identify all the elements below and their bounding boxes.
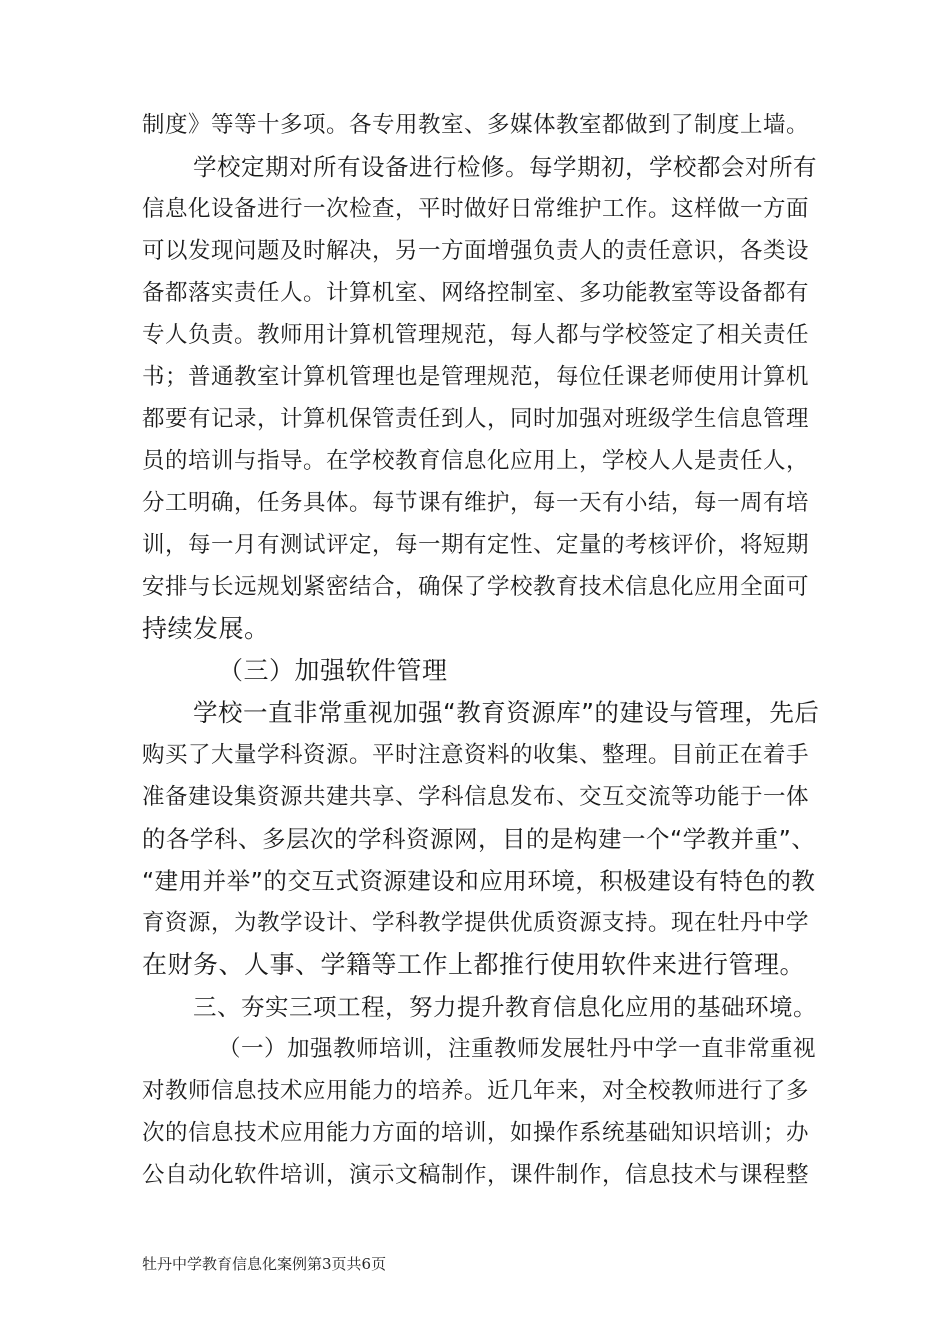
body-text-line: 的各学科、多层次的学科资源网，目的是构建一个“学教并重”、 [142,825,816,853]
body-text-line: 在财务、人事、学籍等工作上都推行使用软件来进行管理。 [142,950,806,979]
subsection-heading: （一）加强教师培训，注重教师发展牡丹中学一直非常重视 [218,1036,817,1062]
body-text-line: 员的培训与指导。在学校教育信息化应用上，学校人人是责任人， [142,448,810,474]
body-text-line: 安排与长远规划紧密结合，确保了学校教育技术信息化应用全面可 [142,574,810,600]
body-text-line: 训，每一月有测试评定，每一期有定性、定量的考核评价，将短期 [142,532,810,558]
body-text-line: 持续发展。 [142,614,270,643]
body-text-line: 可以发现问题及时解决，另一方面增强负责人的责任意识，各类设 [142,238,810,264]
body-text-line: 分工明确，任务具体。每节课有维护，每一天有小结，每一周有培 [142,490,810,516]
section-heading: 三、夯实三项工程，努力提升教育信息化应用的基础环境。 [193,993,817,1021]
body-text-line: 书；普通教室计算机管理也是管理规范，每位任课老师使用计算机 [142,364,810,390]
body-text-line: 次的信息技术应用能力方面的培训，如操作系统基础知识培训；办 [142,1120,810,1146]
body-text-line: 育资源，为教学设计、学科教学提供优质资源支持。现在牡丹中学 [142,910,810,936]
body-text-line: 公自动化软件培训，演示文稿制作，课件制作，信息技术与课程整 [142,1162,810,1188]
body-text-line: 购买了大量学科资源。平时注意资料的收集、整理。目前正在着手 [142,742,810,768]
section-heading: （三）加强软件管理 [218,656,448,685]
page-footer: 牡丹中学教育信息化案例第3页共6页 [142,1255,387,1273]
body-text-line: 制度》等等十多项。各专用教室、多媒体教室都做到了制度上墙。 [142,112,810,138]
body-text-line: 对教师信息技术应用能力的培养。近几年来，对全校教师进行了多 [142,1078,810,1104]
paragraph-first-line: 学校定期对所有设备进行检修。每学期初，学校都会对所有 [193,153,817,181]
body-text-line: “建用并举”的交互式资源建设和应用环境，积极建设有特色的教 [142,867,816,895]
body-text-line: 准备建设集资源共建共享、学科信息发布、交互交流等功能于一体 [142,784,810,810]
body-text-line: 都要有记录，计算机保管责任到人，同时加强对班级学生信息管理 [142,406,810,432]
body-text-line: 信息化设备进行一次检查，平时做好日常维护工作。这样做一方面 [142,196,810,222]
body-text-line: 专人负责。教师用计算机管理规范，每人都与学校签定了相关责任 [142,322,810,348]
body-text-line: 备都落实责任人。计算机室、网络控制室、多功能教室等设备都有 [142,280,810,306]
paragraph-first-line: 学校一直非常重视加强“教育资源库”的建设与管理，先后 [193,698,820,727]
